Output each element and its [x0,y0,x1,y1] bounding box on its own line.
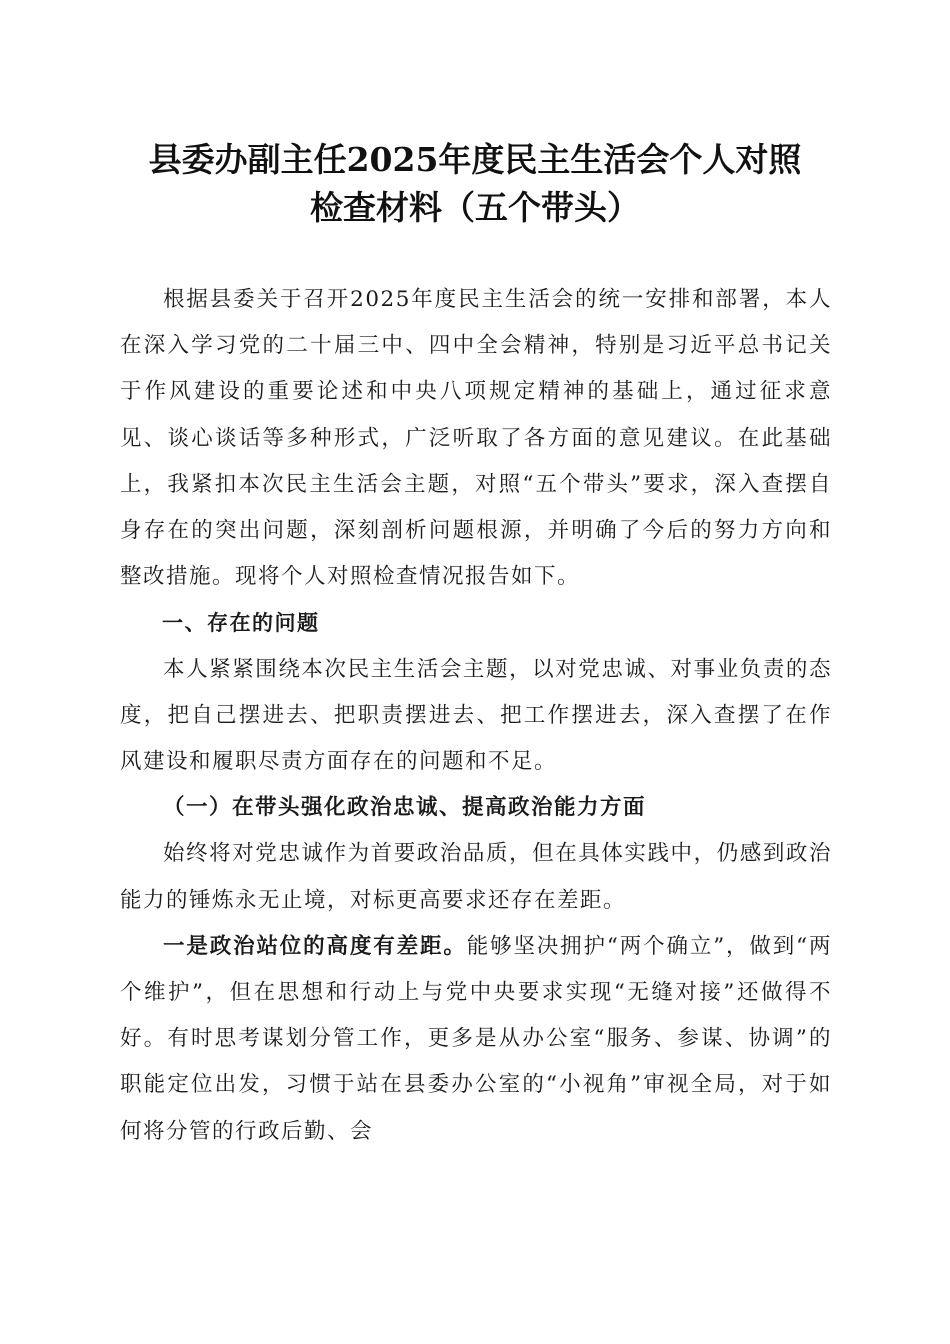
section-paragraph-problems: 本人紧紧围绕本次民主生活会主题，以对党忠诚、对事业负责的态度，把自己摆进去、把职责摆进去、把工作摆进去，深入查摆了在作风建设和履职尽责方面存在的问题和不足。 [120,656,832,775]
subsection-paragraph-political: 始终将对党忠诚作为首要政治品质，但在具体实践中，仍感到政治能力的锤炼永无止境，对标更高要求还存在差距。 [120,841,832,913]
point-1-lead: 一是政治站位的高度有差距。 [163,933,467,959]
point-paragraph-1 [120,924,832,1155]
document-title [100,136,850,232]
document-body [120,277,832,1155]
section-heading-problems: 一、存在的问题 [162,611,320,636]
point-1-text: 能够坚决拥护“两个确立”，做到“两个维护”，但在思想和行动上与党中央要求实现“无缝对接”还做得不好。有时思考谋划分管工作，更多是从办公室“服务、参谋、协调”的职能定位出发，习惯于站在县委办公室的“小视角”审视全局，对于如何将分管的行政后勤、会 [120,933,832,1144]
intro-paragraph: 根据县委关于召开2025年度民主生活会的统一安排和部署，本人在深入学习党的二十届三中、四中全会精神，特别是习近平总书记关于作风建设的重要论述和中央八项规定精神的基础上，通过征求意见、谈心谈话等多种形式，广泛听取了各方面的意见建议。在此基础上，我紧扣本次民主生活会主题，对照“五个带头”要求，深入查摆自身存在的突出问题，深刻剖析问题根源，并明确了今后的努力方向和整改措施。现将个人对照检查情况报告如下。 [120,287,832,590]
subsection-heading-political: （一）在带头强化政治忠诚、提高政治能力方面 [163,795,647,821]
title-line-2: 检查材料（五个带头） [310,188,640,227]
title-line-1: 县委办副主任2025年度民主生活会个人对照 [148,140,802,179]
